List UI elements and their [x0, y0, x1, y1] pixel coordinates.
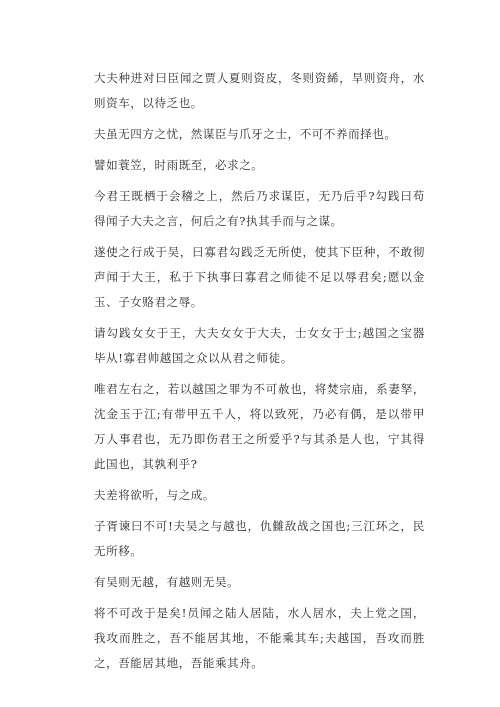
paragraph: 夫虽无四方之忧，然谋臣与爪牙之士，不可不养而择也。	[94, 127, 397, 141]
paragraph: 今君王既栖于会稽之上，然后乃求谋臣，无乃后乎?勾践曰苟得闻子大夫之言，何后之有?执其手而与之谋。	[94, 189, 425, 228]
document-body	[94, 66, 425, 682]
paragraph: 将不可改于是矣!员闻之陆人居陆，水人居水，夫上党之国，我攻而胜之，吾不能居其地，不能乘其车;夫越国，吾攻而胜之，吾能居其地，吾能乘其舟。	[94, 606, 425, 670]
paragraph: 有吴则无越，有越则无吴。	[94, 575, 240, 589]
paragraph: 大夫种进对曰臣闻之贾人夏则资皮，冬则资絺，旱则资舟，水则资车，以待乏也。	[94, 71, 425, 110]
paragraph: 请勾践女女于王，大夫女女于大夫，士女女于士;越国之宝器毕从!寡君帅越国之众以从君之师徒。	[94, 326, 425, 365]
paragraph: 遂使之行成于吴，曰寡君勾践乏无所使，使其下臣种，不敢彻声闻于大王，私于下执事曰寡君之师徒不足以辱君矣;愿以金玉、子女赂君之辱。	[94, 245, 425, 309]
paragraph: 子胥谏曰不可!夫吴之与越也，仇雠敌战之国也;三江环之，民无所移。	[94, 519, 425, 558]
paragraph: 譬如蓑笠，时雨既至，必求之。	[94, 158, 264, 172]
paragraph: 唯君左右之，若以越国之罪为不可赦也，将焚宗庙，系妻孥，沈金玉于江;有带甲五千人，将以致死，乃必有偶，是以带甲万人事君也，无乃即伤君王之所爱乎?与其杀是人也，宁其得此国也，其孰利乎?	[94, 382, 425, 471]
paragraph: 夫差将欲听，与之成。	[94, 488, 215, 502]
